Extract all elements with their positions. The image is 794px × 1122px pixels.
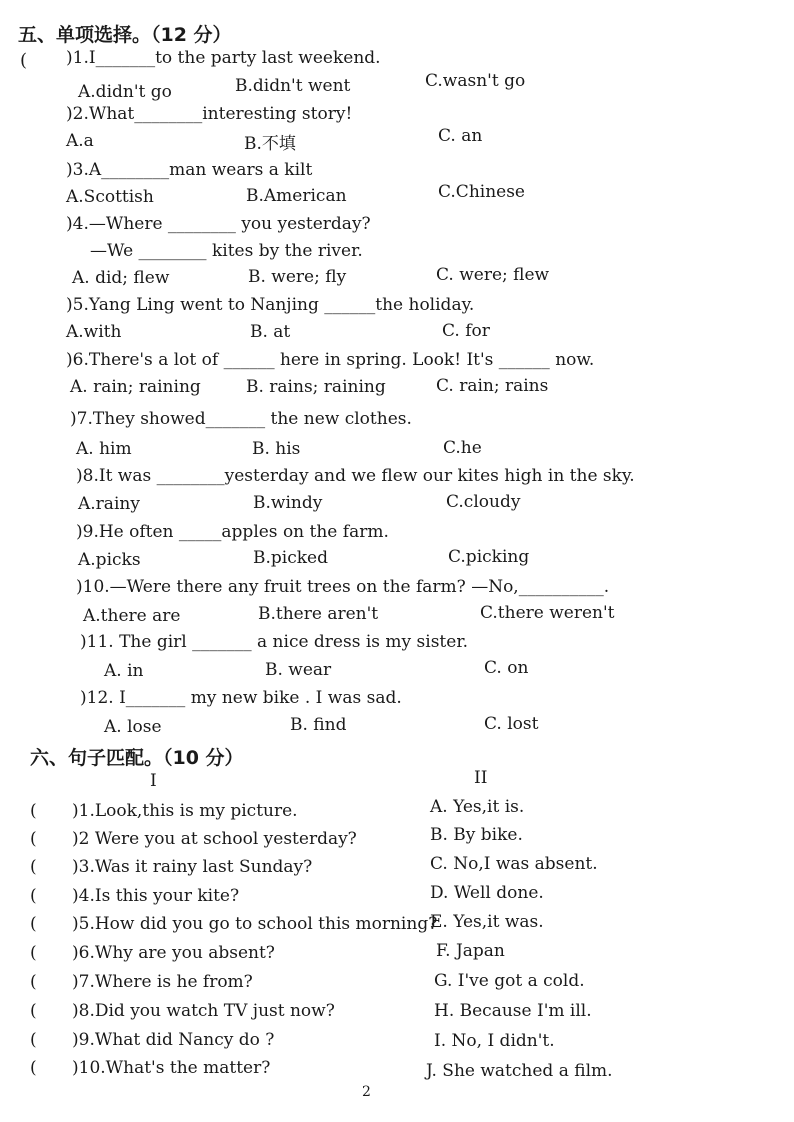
match-left: )6.Why are you absent? (72, 943, 275, 963)
q8-option-a: A.rainy (78, 494, 140, 514)
q4-option-a: A. did; flew (72, 268, 170, 288)
match-right: C. No,I was absent. (430, 854, 598, 874)
q7-option-a: A. him (76, 439, 132, 459)
q7-option-c: C.he (443, 438, 482, 458)
match-right: H. Because I'm ill. (434, 1001, 592, 1021)
q4-option-c: C. were; flew (436, 265, 550, 285)
q12-option-b: B. find (290, 715, 347, 735)
match-right: G. I've got a cold. (434, 971, 585, 991)
match-left: )3.Was it rainy last Sunday? (72, 857, 313, 877)
answer-paren: ( (30, 886, 37, 906)
q5-option-b: B. at (250, 322, 291, 342)
answer-paren: ( (30, 1030, 37, 1050)
q2-option-a: A.a (66, 131, 94, 151)
match-right: E. Yes,it was. (430, 912, 544, 932)
match-left: )5.How did you go to school this morning? (72, 914, 438, 934)
match-left: )1.Look,this is my picture. (72, 801, 298, 821)
answer-paren: ( (20, 50, 28, 71)
match-right: A. Yes,it is. (430, 797, 525, 817)
q10-option-b: B.there aren't (258, 604, 379, 624)
answer-paren: ( (30, 1058, 37, 1078)
q11-option-a: A. in (104, 661, 144, 681)
match-left: )9.What did Nancy do ? (72, 1030, 275, 1050)
q12-option-a: A. lose (104, 717, 162, 737)
match-left: )2 Were you at school yesterday? (72, 829, 357, 849)
match-right: J. She watched a film. (426, 1061, 613, 1081)
q3-option-a: A.Scottish (66, 187, 154, 207)
q11-option-c: C. on (484, 658, 529, 678)
answer-paren: ( (30, 829, 37, 849)
q12-stem: )12. I_______ my new bike . I was sad. (80, 688, 402, 708)
q3-option-c: C.Chinese (438, 182, 525, 202)
q3-stem: )3.A________man wears a kilt (66, 160, 313, 180)
q12-option-c: C. lost (484, 714, 539, 734)
match-right: D. Well done. (430, 883, 544, 903)
q10-option-a: A.there are (83, 606, 181, 626)
q9-option-a: A.picks (78, 550, 141, 570)
q6-option-b: B. rains; raining (246, 377, 386, 397)
q5-option-a: A.with (66, 322, 122, 342)
answer-paren: ( (30, 857, 37, 877)
q7-option-b: B. his (252, 439, 301, 459)
q2-stem: )2.What________interesting story! (66, 104, 353, 124)
q9-option-c: C.picking (448, 547, 530, 567)
match-right: F. Japan (436, 941, 505, 961)
q6-stem: )6.There's a lot of ______ here in spring. Look! It's ______ now. (66, 350, 595, 370)
q1-option-c: C.wasn't go (425, 71, 526, 91)
answer-paren: ( (30, 801, 37, 821)
q4-stem-reply: —We ________ kites by the river. (90, 241, 363, 261)
section5-title: 五、单项选择。（12 分） (18, 24, 232, 46)
q1-option-b: B.didn't went (235, 76, 351, 96)
q10-option-c: C.there weren't (480, 603, 615, 623)
q4-option-b: B. were; fly (248, 267, 347, 287)
answer-paren: ( (30, 943, 37, 963)
q5-stem: )5.Yang Ling went to Nanjing ______the holiday. (66, 295, 475, 315)
q5-option-c: C. for (442, 321, 490, 341)
match-left: )8.Did you watch TV just now? (72, 1001, 335, 1021)
answer-paren: ( (30, 1001, 37, 1021)
column-ii-heading: II (474, 768, 488, 788)
answer-paren: ( (30, 914, 37, 934)
q6-option-c: C. rain; rains (436, 376, 549, 396)
q1-option-a: A.didn't go (78, 82, 172, 102)
match-right: I. No, I didn't. (434, 1031, 555, 1051)
column-i-heading: I (150, 771, 157, 791)
match-left: )4.Is this your kite? (72, 886, 240, 906)
match-right: B. By bike. (430, 825, 523, 845)
section6-title: 六、句子匹配。（10 分） (30, 747, 244, 769)
match-left: )10.What's the matter? (72, 1058, 271, 1078)
q2-option-c: C. an (438, 126, 483, 146)
q8-option-c: C.cloudy (446, 492, 521, 512)
q11-option-b: B. wear (265, 660, 332, 680)
q9-stem: )9.He often _____apples on the farm. (76, 522, 389, 542)
q3-option-b: B.American (246, 186, 347, 206)
q8-option-b: B.windy (253, 493, 323, 513)
q7-stem: )7.They showed_______ the new clothes. (70, 409, 412, 429)
page-number: 2 (362, 1084, 371, 1100)
answer-paren: ( (30, 972, 37, 992)
q11-stem: )11. The girl _______ a nice dress is my sister. (80, 632, 468, 652)
q2-option-b: B.不填 (244, 134, 296, 154)
q8-stem: )8.It was ________yesterday and we flew our kites high in the sky. (76, 466, 635, 486)
q6-option-a: A. rain; raining (70, 377, 201, 397)
q9-option-b: B.picked (253, 548, 328, 568)
match-left: )7.Where is he from? (72, 972, 253, 992)
q10-stem: )10.—Were there any fruit trees on the farm? —No,__________. (76, 577, 610, 597)
q4-stem: )4.—Where ________ you yesterday? (66, 214, 371, 234)
q1-stem: )1.I_______to the party last weekend. (66, 48, 381, 68)
